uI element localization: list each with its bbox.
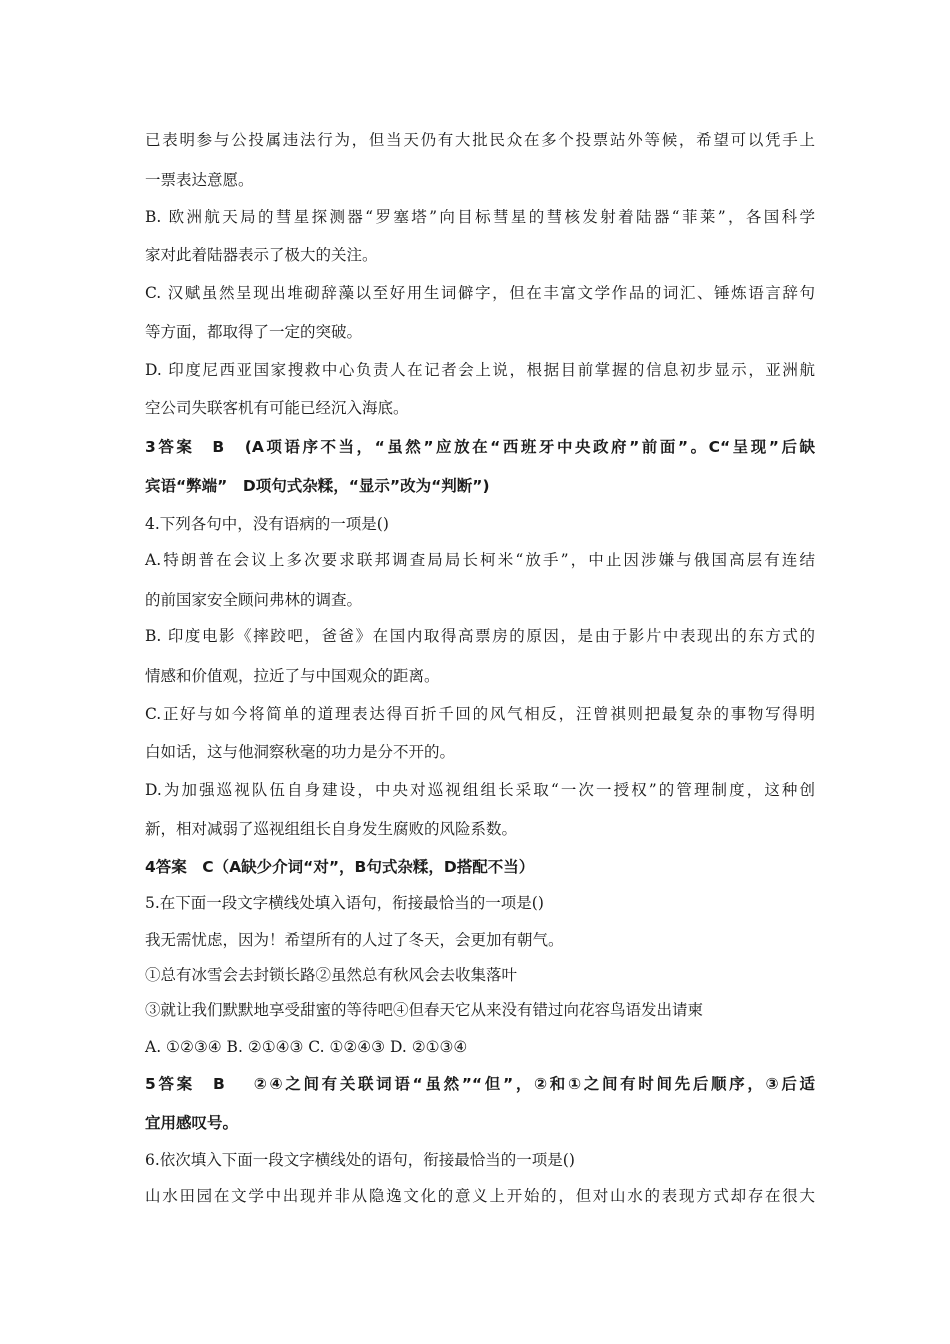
option-d-line: D.为加强巡视队伍自身建设，中央对巡视组组长采取“一次一授权”的管理制度，这种创 xyxy=(145,781,815,799)
option-b-line: B. 印度电影《摔跤吧，爸爸》在国内取得高票房的原因，是由于影片中表现出的东方式的 xyxy=(145,627,815,645)
option-b-line: B. 欧洲航天局的彗星探测器“罗塞塔”向目标彗星的彗核发射着陆器“菲莱”，各国科学 xyxy=(145,208,815,226)
text-line: 新，相对减弱了巡视组组长自身发生腐败的风险系数。 xyxy=(145,820,518,838)
question-6-passage: 山水田园在文学中出现并非从隐逸文化的意义上开始的，但对山水的表现方式却存在很大 xyxy=(145,1187,815,1205)
text-line: 空公司失联客机有可能已经沉入海底。 xyxy=(145,399,409,417)
answer-5-line: 5答案 B ②④之间有关联词语“虽然”“但”，②和①之间有时间先后顺序，③后适 xyxy=(145,1075,815,1093)
question-5-passage: 我无需忧虑，因为！希望所有的人过了冬天，会更加有朝气。 xyxy=(145,931,564,949)
question-5-title: 5.在下面一段文字横线处填入语句，衔接最恰当的一项是() xyxy=(145,894,544,912)
text-line: 已表明参与公投属违法行为，但当天仍有大批民众在多个投票站外等候，希望可以凭手上 xyxy=(145,131,815,149)
answer-5-line: 宜用感叹号。 xyxy=(145,1114,239,1132)
question-4-title: 4.下列各句中，没有语病的一项是() xyxy=(145,515,389,533)
answer-3-line: 3答案 B (A项语序不当，“虽然”应放在“西班牙中央政府”前面”。C“呈现”后缺 xyxy=(145,438,815,456)
text-line: 白如话，这与他洞察秋毫的功力是分不开的。 xyxy=(145,743,456,761)
text-line: 一票表达意愿。 xyxy=(145,171,254,189)
option-c-line: C. 汉赋虽然呈现出堆砌辞藻以至好用生词僻字，但在丰富文学作品的词汇、锤炼语言辞句 xyxy=(145,284,815,302)
answer-3-line: 宾语“弊端” D项句式杂糅，“显示”改为“判断”) xyxy=(145,477,490,495)
text-line: 等方面，都取得了一定的突破。 xyxy=(145,323,363,341)
question-5-options: A. ①②③④ B. ②①④③ C. ①②④③ D. ②①③④ xyxy=(145,1038,468,1056)
answer-4-line: 4答案 C（A缺少介词“对”，B句式杂糅，D搭配不当） xyxy=(145,858,535,876)
text-line: 的前国家安全顾问弗林的调查。 xyxy=(145,591,363,609)
option-a-line: A.特朗普在会议上多次要求联邦调查局局长柯米“放手”，中止因涉嫌与俄国高层有连结 xyxy=(145,551,815,569)
question-5-items: ①总有冰雪会去封锁长路②虽然总有秋风会去收集落叶 xyxy=(145,966,518,984)
question-5-items: ③就让我们默默地享受甜蜜的等待吧④但春天它从来没有错过向花容鸟语发出请柬 xyxy=(145,1001,704,1019)
text-line: 情感和价值观，拉近了与中国观众的距离。 xyxy=(145,667,440,685)
option-c-line: C.正好与如今将简单的道理表达得百折千回的风气相反，汪曾祺则把最复杂的事物写得明 xyxy=(145,705,815,723)
option-d-line: D. 印度尼西亚国家搜救中心负责人在记者会上说，根据目前掌握的信息初步显示，亚洲航 xyxy=(145,361,815,379)
text-line: 家对此着陆器表示了极大的关注。 xyxy=(145,246,378,264)
question-6-title: 6.依次填入下面一段文字横线处的语句，衔接最恰当的一项是() xyxy=(145,1151,575,1169)
